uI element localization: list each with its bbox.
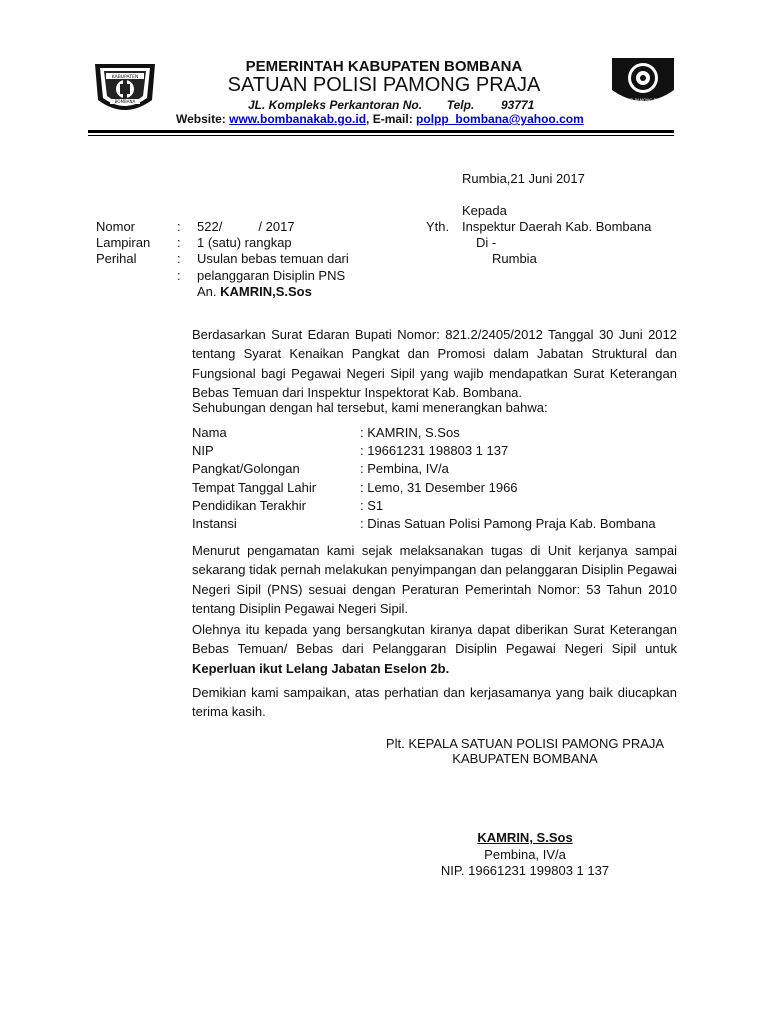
svg-text:BOMBANA: BOMBANA — [114, 99, 136, 104]
field-value-ttl: : Lemo, 31 Desember 1966 — [360, 480, 518, 495]
field-value-pangkat: : Pembina, IV/a — [360, 461, 449, 476]
field-value-pendidikan: : S1 — [360, 498, 384, 513]
field-value-instansi: : Dinas Satuan Polisi Pamong Praja Kab. Bombana — [360, 516, 656, 531]
field-label-ttl: Tempat Tanggal Lahir — [192, 480, 317, 495]
perihal-an: An. KAMRIN,S.Sos — [197, 284, 312, 299]
perihal-colon: : — [177, 251, 181, 266]
field-label-nip: NIP — [192, 443, 214, 458]
di-label: Di - — [476, 235, 497, 250]
signature-title-1: Plt. KEPALA SATUAN POLISI PAMONG PRAJA — [385, 736, 665, 751]
letterhead-address: JL. Kompleks Perkantoran No. Telp. 93771 — [248, 98, 535, 112]
nomor-value: 522/ / 2017 — [197, 219, 295, 234]
svg-text:POLISI PAMONG PRAJA: POLISI PAMONG PRAJA — [620, 98, 666, 103]
recipient-city: Rumbia — [492, 251, 537, 266]
signature-title-2: KABUPATEN BOMBANA — [452, 751, 598, 766]
perihal-colon-2: : — [177, 268, 181, 283]
paragraph-4: Demikian kami sampaikan, atas perhatian dan kerjasamanya yang baik diucapkan terima kasih. — [192, 685, 677, 720]
svg-text:KABUPATEN: KABUPATEN — [111, 75, 139, 80]
place-date: Rumbia,21 Juni 2017 — [462, 171, 585, 186]
lampiran-label: Lampiran — [96, 235, 151, 250]
signature-name: KAMRIN, S.Sos — [477, 830, 573, 845]
field-value-nama: : KAMRIN, S.Sos — [360, 425, 460, 440]
lampiran-colon: : — [177, 235, 181, 250]
field-value-nip: : 19661231 198803 1 137 — [360, 443, 509, 458]
perihal-line1: Usulan bebas temuan dari — [197, 251, 349, 266]
signature-nip: NIP. 19661231 199803 1 137 — [440, 863, 610, 878]
paragraph-1: Berdasarkan Surat Edaran Bupati Nomor: 821.2/2405/2012 Tanggal 30 Juni 2012 tentang Syarat Kenaikan Pangkat dan Promosi dalam Jabatan Struktural dan Fungsional bagi Pegawai Negeri Sipil yang wajib mendapatkan Surat Keterangan Bebas Temuan dari Inspektur Inspektorat Kab. Bombana. — [192, 327, 677, 401]
paragraph-1b: Sehubungan dengan hal tersebut, kami menerangkan bahwa: — [192, 400, 548, 415]
letterhead-divider-thick — [88, 130, 674, 133]
perihal-line2: pelanggaran Disiplin PNS — [197, 268, 346, 283]
letterhead-government: PEMERINTAH KABUPATEN BOMBANA — [245, 58, 523, 75]
recipient: Inspektur Daerah Kab. Bombana — [462, 219, 652, 234]
field-label-pendidikan: Pendidikan Terakhir — [192, 498, 306, 513]
signature-rank: Pembina, IV/a — [484, 847, 566, 862]
perihal-label: Perihal — [96, 251, 137, 266]
field-label-nama: Nama — [192, 425, 227, 440]
nomor-label: Nomor — [96, 219, 136, 234]
paragraph-2: Menurut pengamatan kami sejak melaksanakan tugas di Unit kerjanya sampai sekarang tidak pernah melakukan penyimpangan dan pelanggaran Disiplin Pegawai Negeri Sipil (PNS) sesuai dengan Peraturan Pemerintah Nomor: 53 Tahun 2010 tentang Disiplin Pegawai Negeri Sipil. — [192, 543, 677, 617]
lampiran-value: 1 (satu) rangkap — [197, 235, 292, 250]
yth-label: Yth. — [426, 219, 450, 234]
field-label-instansi: Instansi — [192, 516, 237, 531]
website-link[interactable]: www.bombanakab.go.id — [229, 112, 367, 126]
to-label: Kepada — [462, 203, 507, 218]
paragraph-3: Olehnya itu kepada yang bersangkutan kiranya dapat diberikan Surat Keterangan Bebas Temuan/ Bebas dari Pelanggaran Disiplin Pegawai Negeri Sipil untuk Keperluan ikut Lelang Jabatan Eselon 2b. — [192, 622, 677, 676]
letterhead-divider-thin — [88, 135, 674, 136]
email-link[interactable]: polpp_bombana@yahoo.com — [416, 112, 584, 126]
field-label-pangkat: Pangkat/Golongan — [192, 461, 300, 476]
letterhead-agency: SATUAN POLISI PAMONG PRAJA — [227, 74, 541, 96]
letterhead-contact: Website: www.bombanakab.go.id, E-mail: polpp_bombana@yahoo.com — [176, 112, 584, 126]
nomor-colon: : — [177, 219, 181, 234]
